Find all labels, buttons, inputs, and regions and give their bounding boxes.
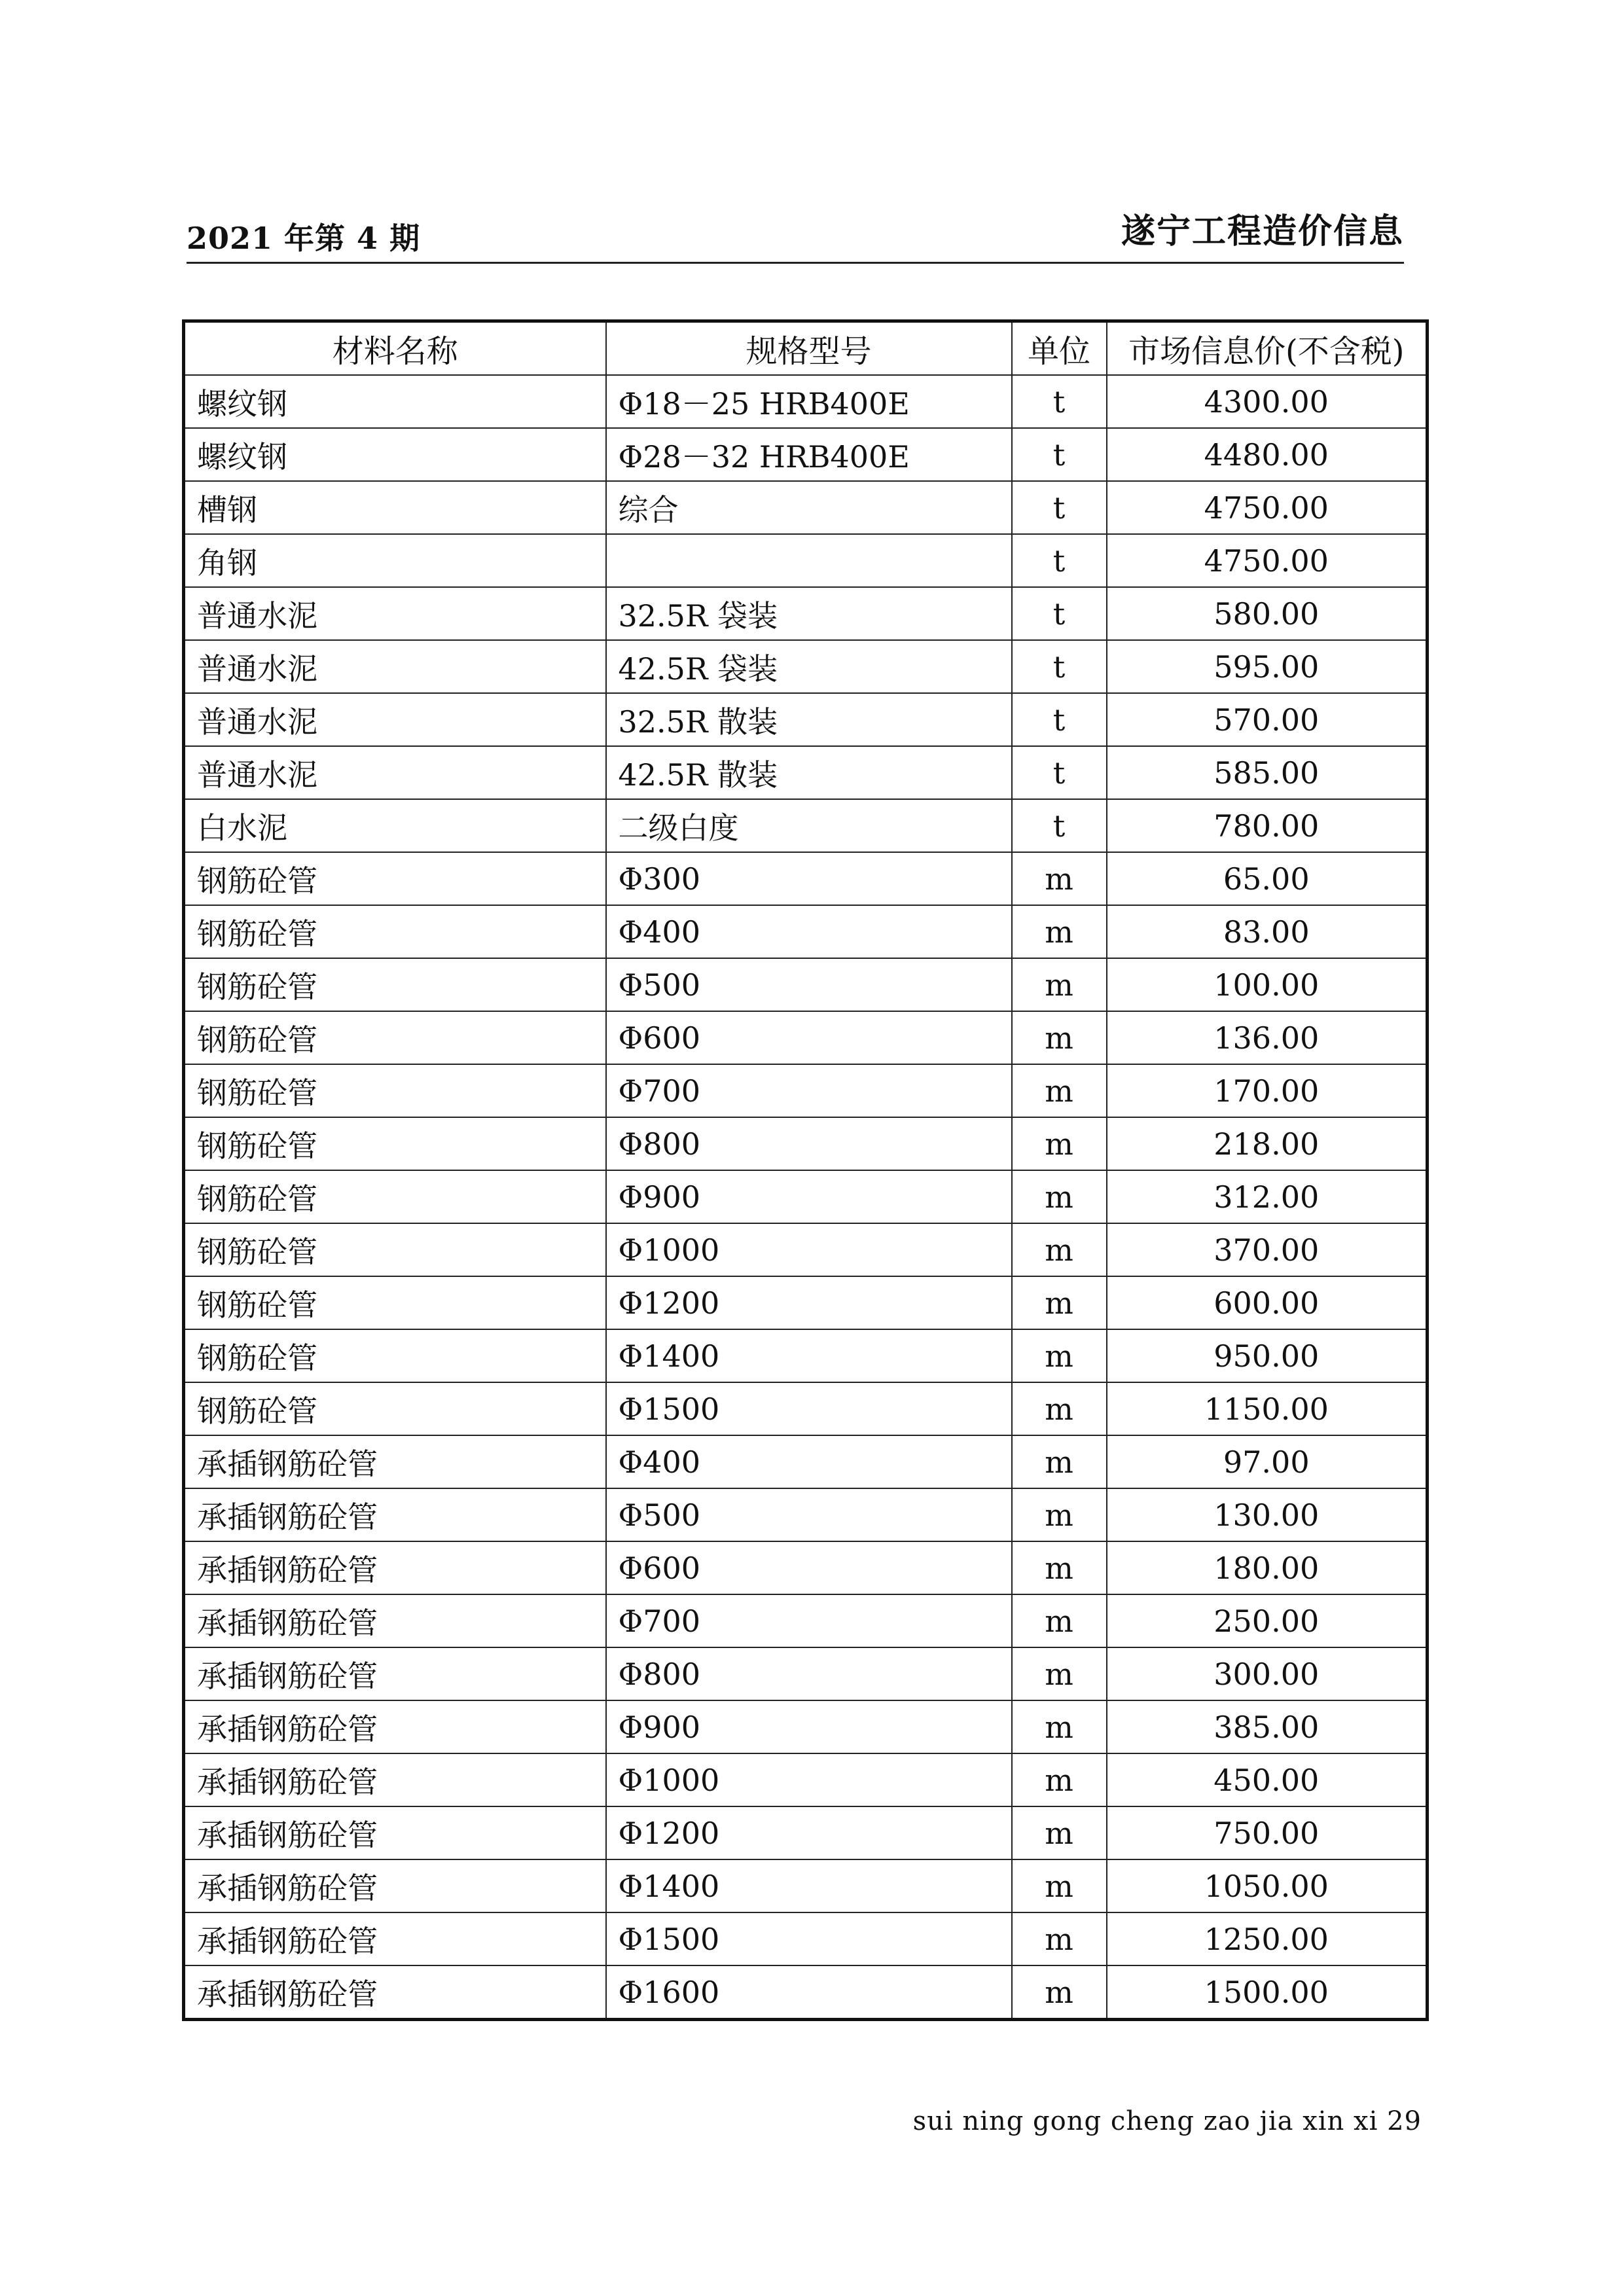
unit-cell: m xyxy=(1012,958,1107,1011)
table-row xyxy=(184,1382,1428,1435)
column-header-unit: 单位 xyxy=(1012,321,1107,376)
spec-cell: 二级白度 xyxy=(606,799,1012,852)
unit-cell: m xyxy=(1012,1276,1107,1329)
price-cell: 100.00 xyxy=(1107,958,1428,1011)
spec-cell: Φ18－25 HRB400E xyxy=(606,375,1012,428)
unit-cell: t xyxy=(1012,746,1107,799)
column-header-spec: 规格型号 xyxy=(606,321,1012,376)
material-name-cell: 钢筋砼管 xyxy=(184,852,606,905)
material-name-cell: 钢筋砼管 xyxy=(184,1329,606,1382)
unit-cell: m xyxy=(1012,1594,1107,1647)
unit-cell: m xyxy=(1012,1806,1107,1859)
material-name-cell: 承插钢筋砼管 xyxy=(184,1435,606,1488)
unit-cell: m xyxy=(1012,852,1107,905)
table-row xyxy=(184,640,1428,693)
price-cell: 385.00 xyxy=(1107,1700,1428,1753)
unit-cell: t xyxy=(1012,375,1107,428)
material-name-cell: 承插钢筋砼管 xyxy=(184,1488,606,1541)
price-cell: 1150.00 xyxy=(1107,1382,1428,1435)
unit-cell: m xyxy=(1012,1223,1107,1276)
table-row xyxy=(184,428,1428,481)
material-name-cell: 钢筋砼管 xyxy=(184,1170,606,1223)
table-row xyxy=(184,1965,1428,2020)
unit-cell: m xyxy=(1012,1382,1107,1435)
unit-cell: m xyxy=(1012,1488,1107,1541)
table-row xyxy=(184,1541,1428,1594)
spec-cell: Φ1400 xyxy=(606,1329,1012,1382)
price-cell: 4300.00 xyxy=(1107,375,1428,428)
spec-cell: Φ1000 xyxy=(606,1223,1012,1276)
material-name-cell: 承插钢筋砼管 xyxy=(184,1700,606,1753)
unit-cell: m xyxy=(1012,1859,1107,1912)
unit-cell: t xyxy=(1012,587,1107,640)
material-name-cell: 槽钢 xyxy=(184,481,606,534)
material-name-cell: 承插钢筋砼管 xyxy=(184,1859,606,1912)
column-header-price: 市场信息价(不含税) xyxy=(1107,321,1428,376)
material-name-cell: 钢筋砼管 xyxy=(184,905,606,958)
material-name-cell: 普通水泥 xyxy=(184,693,606,746)
table-row xyxy=(184,1647,1428,1700)
spec-cell: Φ1400 xyxy=(606,1859,1012,1912)
table-row xyxy=(184,1753,1428,1806)
issue-number: 2021 年第 4 期 xyxy=(187,221,421,256)
table-row xyxy=(184,852,1428,905)
unit-cell: t xyxy=(1012,693,1107,746)
table-row xyxy=(184,1488,1428,1541)
page-header xyxy=(187,209,1404,264)
material-name-cell: 钢筋砼管 xyxy=(184,1276,606,1329)
spec-cell: Φ700 xyxy=(606,1594,1012,1647)
spec-cell xyxy=(606,534,1012,587)
price-cell: 570.00 xyxy=(1107,693,1428,746)
price-cell: 1250.00 xyxy=(1107,1912,1428,1965)
price-cell: 218.00 xyxy=(1107,1117,1428,1170)
price-cell: 250.00 xyxy=(1107,1594,1428,1647)
spec-cell: 综合 xyxy=(606,481,1012,534)
spec-cell: Φ1600 xyxy=(606,1965,1012,2020)
spec-cell: Φ600 xyxy=(606,1541,1012,1594)
table-row xyxy=(184,534,1428,587)
price-cell: 4750.00 xyxy=(1107,534,1428,587)
table-row xyxy=(184,1594,1428,1647)
spec-cell: Φ28－32 HRB400E xyxy=(606,428,1012,481)
material-name-cell: 钢筋砼管 xyxy=(184,1223,606,1276)
spec-cell: Φ1500 xyxy=(606,1382,1012,1435)
unit-cell: t xyxy=(1012,481,1107,534)
price-cell: 750.00 xyxy=(1107,1806,1428,1859)
price-cell: 4480.00 xyxy=(1107,428,1428,481)
table-row xyxy=(184,1223,1428,1276)
material-name-cell: 钢筋砼管 xyxy=(184,1064,606,1117)
material-name-cell: 承插钢筋砼管 xyxy=(184,1912,606,1965)
table-body xyxy=(184,375,1428,2020)
table-row xyxy=(184,1170,1428,1223)
spec-cell: Φ500 xyxy=(606,1488,1012,1541)
spec-cell: 42.5R 散装 xyxy=(606,746,1012,799)
price-cell: 1050.00 xyxy=(1107,1859,1428,1912)
unit-cell: m xyxy=(1012,1541,1107,1594)
spec-cell: Φ800 xyxy=(606,1117,1012,1170)
material-name-cell: 承插钢筋砼管 xyxy=(184,1753,606,1806)
journal-title: 遂宁工程造价信息 xyxy=(1121,211,1404,251)
material-name-cell: 普通水泥 xyxy=(184,746,606,799)
table-row xyxy=(184,905,1428,958)
material-name-cell: 钢筋砼管 xyxy=(184,958,606,1011)
unit-cell: m xyxy=(1012,1912,1107,1965)
price-cell: 595.00 xyxy=(1107,640,1428,693)
unit-cell: m xyxy=(1012,1753,1107,1806)
table-row xyxy=(184,1859,1428,1912)
price-cell: 65.00 xyxy=(1107,852,1428,905)
table-row xyxy=(184,1329,1428,1382)
material-name-cell: 承插钢筋砼管 xyxy=(184,1647,606,1700)
material-name-cell: 钢筋砼管 xyxy=(184,1382,606,1435)
spec-cell: Φ400 xyxy=(606,905,1012,958)
table-row xyxy=(184,1064,1428,1117)
material-name-cell: 普通水泥 xyxy=(184,640,606,693)
table-row xyxy=(184,799,1428,852)
price-cell: 300.00 xyxy=(1107,1647,1428,1700)
table-row xyxy=(184,1700,1428,1753)
unit-cell: m xyxy=(1012,1329,1107,1382)
material-name-cell: 承插钢筋砼管 xyxy=(184,1806,606,1859)
price-cell: 136.00 xyxy=(1107,1011,1428,1064)
price-cell: 130.00 xyxy=(1107,1488,1428,1541)
spec-cell: Φ900 xyxy=(606,1170,1012,1223)
table-row xyxy=(184,746,1428,799)
spec-cell: Φ500 xyxy=(606,958,1012,1011)
price-cell: 4750.00 xyxy=(1107,481,1428,534)
material-name-cell: 承插钢筋砼管 xyxy=(184,1541,606,1594)
table-row xyxy=(184,1912,1428,1965)
price-cell: 780.00 xyxy=(1107,799,1428,852)
spec-cell: Φ700 xyxy=(606,1064,1012,1117)
unit-cell: t xyxy=(1012,428,1107,481)
price-cell: 580.00 xyxy=(1107,587,1428,640)
spec-cell: Φ1200 xyxy=(606,1276,1012,1329)
table-row xyxy=(184,958,1428,1011)
table-header-row xyxy=(184,321,1428,376)
material-name-cell: 白水泥 xyxy=(184,799,606,852)
spec-cell: Φ1500 xyxy=(606,1912,1012,1965)
table-row xyxy=(184,481,1428,534)
table-row xyxy=(184,375,1428,428)
material-name-cell: 普通水泥 xyxy=(184,587,606,640)
unit-cell: m xyxy=(1012,1647,1107,1700)
spec-cell: Φ1200 xyxy=(606,1806,1012,1859)
unit-cell: m xyxy=(1012,1011,1107,1064)
table-row xyxy=(184,1435,1428,1488)
spec-cell: Φ800 xyxy=(606,1647,1012,1700)
unit-cell: m xyxy=(1012,1117,1107,1170)
column-header-material-name: 材料名称 xyxy=(184,321,606,376)
unit-cell: m xyxy=(1012,1965,1107,2020)
spec-cell: Φ1000 xyxy=(606,1753,1012,1806)
page-footer: sui ning gong cheng zao jia xin xi 29 xyxy=(912,2106,1422,2136)
spec-cell: Φ400 xyxy=(606,1435,1012,1488)
unit-cell: t xyxy=(1012,799,1107,852)
unit-cell: m xyxy=(1012,1064,1107,1117)
spec-cell: Φ900 xyxy=(606,1700,1012,1753)
unit-cell: m xyxy=(1012,905,1107,958)
price-table xyxy=(182,319,1429,2021)
material-name-cell: 螺纹钢 xyxy=(184,375,606,428)
material-name-cell: 角钢 xyxy=(184,534,606,587)
price-cell: 312.00 xyxy=(1107,1170,1428,1223)
table-row xyxy=(184,1276,1428,1329)
price-cell: 450.00 xyxy=(1107,1753,1428,1806)
unit-cell: m xyxy=(1012,1170,1107,1223)
price-cell: 1500.00 xyxy=(1107,1965,1428,2020)
price-cell: 370.00 xyxy=(1107,1223,1428,1276)
price-cell: 170.00 xyxy=(1107,1064,1428,1117)
table-row xyxy=(184,587,1428,640)
unit-cell: t xyxy=(1012,640,1107,693)
material-name-cell: 承插钢筋砼管 xyxy=(184,1965,606,2020)
price-cell: 585.00 xyxy=(1107,746,1428,799)
material-name-cell: 钢筋砼管 xyxy=(184,1011,606,1064)
material-name-cell: 承插钢筋砼管 xyxy=(184,1594,606,1647)
price-cell: 950.00 xyxy=(1107,1329,1428,1382)
unit-cell: m xyxy=(1012,1700,1107,1753)
material-name-cell: 螺纹钢 xyxy=(184,428,606,481)
spec-cell: 32.5R 袋装 xyxy=(606,587,1012,640)
price-cell: 180.00 xyxy=(1107,1541,1428,1594)
spec-cell: Φ600 xyxy=(606,1011,1012,1064)
price-cell: 83.00 xyxy=(1107,905,1428,958)
material-name-cell: 钢筋砼管 xyxy=(184,1117,606,1170)
spec-cell: 32.5R 散装 xyxy=(606,693,1012,746)
spec-cell: Φ300 xyxy=(606,852,1012,905)
price-cell: 600.00 xyxy=(1107,1276,1428,1329)
price-cell: 97.00 xyxy=(1107,1435,1428,1488)
table-row xyxy=(184,1117,1428,1170)
spec-cell: 42.5R 袋装 xyxy=(606,640,1012,693)
unit-cell: m xyxy=(1012,1435,1107,1488)
table-row xyxy=(184,1806,1428,1859)
unit-cell: t xyxy=(1012,534,1107,587)
table-row xyxy=(184,693,1428,746)
table-row xyxy=(184,1011,1428,1064)
